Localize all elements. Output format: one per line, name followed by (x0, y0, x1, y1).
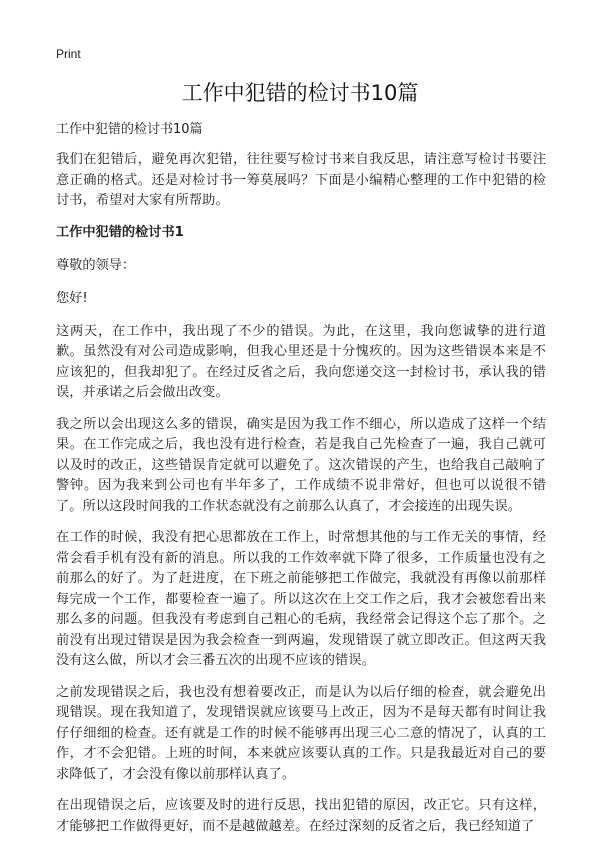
print-label: Print (56, 47, 81, 61)
body-paragraph: 在工作的时候，我没有把心思都放在工作上，时常想其他的与工作无关的事情，经常会看手机有没有新的消息。所以我的工作效率就下降了很多，工作质量也没有之前那么的好了。为了赶进度，在下班之前能够把工作做完，我就没有再像以前那样每完成一个工作，都要检查一遍了。所以这次在上交工作之后，我才会被您看出来那么多的问题。但我没有考虑到自己粗心的毛病，我经常会记得这个忘了那个。之前没有出现过错误是因为我会检查一到两遍，发现错误了就立即改正。但这两天我没有这么做，所以才会三番五次的出现不应该的错误。 (56, 530, 546, 668)
document-body (56, 150, 546, 848)
body-paragraph: 这两天，在工作中，我出现了不少的错误。为此，在这里，我向您诚挚的进行道歉。虽然没有对公司造成影响，但我心里还是十分愧疚的。因为这些错误本来是不应该犯的，但我却犯了。在经过反省之后，我向您递交这一封检讨书，承认我的错误，并承诺之后会做出改变。 (56, 323, 546, 400)
document-title: 工作中犯错的检讨书10篇 (181, 81, 419, 105)
greeting: 您好! (56, 290, 88, 306)
intro-paragraph: 我们在犯错后，避免再次犯错，往往要写检讨书来自我反思，请注意写检讨书要注意正确的格式。还是对检讨书一筹莫展吗？下面是小编精心整理的工作中犯错的检讨书，希望对大家有所帮助。 (56, 152, 546, 208)
body-paragraph: 之前发现错误之后，我也没有想着要改正，而是认为以后仔细的检查，就会避免出现错误。现在我知道了，发现错误就应该要马上改正，因为不是每天都有时间让我仔仔细细的检查。还有就是工作的时候不能够再出现三心二意的情况了，认真的工作，才不会犯错。上班的时间，本来就应该要认真的工作。只是我最近对自己的要求降低了，才会没有像以前那样认真了。 (56, 684, 546, 782)
body-paragraph: 我之所以会出现这么多的错误，确实是因为我工作不细心，所以造成了这样一个结果。在工作完成之后，我也没有进行检查，若是我自己先检查了一遍，我自己就可以及时的改正，这些错误肯定就可以避免了。这次错误的产生，也给我自己敲响了警钟。因为我来到公司也有半年多了，工作成绩不说非常好，但也可以说很不错了。所以这段时间我的工作状态就没有之前那么认真了，才会接连的出现失误。 (56, 416, 546, 514)
document-subtitle: 工作中犯错的检讨书10篇 (56, 122, 203, 137)
body-paragraph: 在出现错误之后，应该要及时的进行反思，找出犯错的原因，改正它。只有这样，才能够把工作做得更好，而不是越做越差。在经过深刻的反省之后，我已经知道了 (56, 798, 546, 834)
section-heading: 工作中犯错的检讨书1 (56, 224, 184, 240)
salutation: 尊敬的领导： (56, 257, 136, 273)
